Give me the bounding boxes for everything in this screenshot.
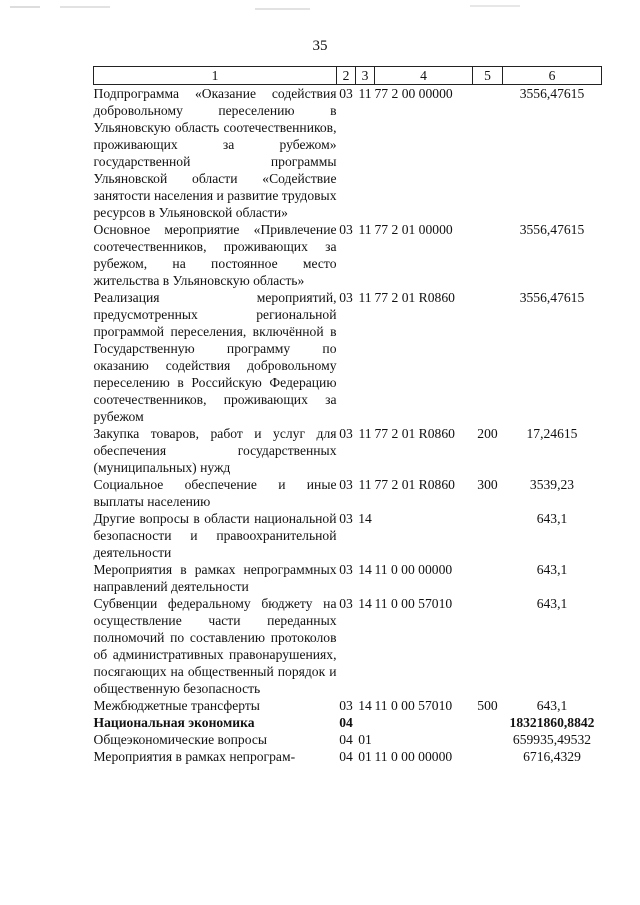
target-code: 77 2 01 R0860	[374, 477, 455, 492]
section-code: 03	[339, 86, 353, 101]
amount: 643,1	[536, 562, 568, 577]
item-name: Мероприятия в рамках непрограм-	[93, 749, 296, 764]
section-code: 03	[339, 426, 353, 441]
amount: 643,1	[536, 698, 568, 713]
header-col-2: 2	[337, 67, 356, 85]
target-code: 11 0 00 57010	[374, 698, 453, 713]
amount: 17,24615	[526, 426, 578, 441]
section-code: 03	[339, 290, 353, 305]
target-code: 77 2 01 R0860	[374, 426, 455, 441]
amount: 3556,47615	[519, 222, 585, 237]
subsection-code: 01	[358, 749, 372, 764]
table-row	[94, 289, 602, 425]
item-name: Национальная экономика	[93, 715, 255, 730]
item-name: Мероприятия в рамках непрограммных направлений деятельности	[93, 562, 337, 594]
section-code: 04	[339, 749, 353, 764]
expense-type-code	[473, 85, 503, 222]
table-row	[94, 748, 602, 765]
budget-table	[93, 66, 602, 765]
page-number: 35	[312, 38, 328, 54]
expense-type-code	[473, 731, 503, 748]
subsection-code: 14	[358, 596, 372, 611]
table-row	[94, 425, 602, 476]
section-code: 03	[339, 477, 353, 492]
target-code	[375, 510, 473, 561]
subsection-code: 11	[358, 426, 372, 441]
target-code: 11 0 00 57010	[374, 596, 453, 611]
amount: 3556,47615	[519, 86, 585, 101]
amount: 3556,47615	[519, 290, 585, 305]
section-code: 03	[339, 698, 353, 713]
expense-type-code: 500	[477, 698, 498, 713]
amount: 6716,4329	[523, 749, 581, 764]
table-row	[94, 697, 602, 714]
expense-type-code	[473, 510, 503, 561]
subsection-code: 11	[358, 290, 372, 305]
header-col-6: 6	[503, 67, 602, 85]
section-code: 03	[339, 511, 353, 526]
subsection-code: 01	[358, 732, 372, 747]
table-row	[94, 476, 602, 510]
expense-type-code	[473, 561, 503, 595]
target-code: 11 0 00 00000	[374, 562, 453, 577]
subsection-code: 14	[358, 511, 372, 526]
item-name: Социальное обеспечение и иные выплаты населению	[93, 477, 337, 509]
expense-type-code: 200	[477, 426, 498, 441]
table-row	[94, 221, 602, 289]
target-code: 77 2 01 00000	[374, 222, 453, 237]
header-col-4: 4	[375, 67, 473, 85]
table-row	[94, 85, 602, 222]
item-name: Общеэкономические вопросы	[93, 732, 268, 747]
item-name: Закупка товаров, работ и услуг для обеспечения государственных (муниципальных) нужд	[93, 426, 337, 475]
header-col-3: 3	[356, 67, 375, 85]
amount: 659935,49532	[512, 732, 592, 747]
header-col-1: 1	[94, 67, 337, 85]
item-name: Реализация мероприятий, предусмотренных региональной программой переселения, включённой в Государственную программу по оказанию содействия добровольному переселению в Российскую Федерацию соотечественников, проживающих за рубежом	[93, 290, 337, 424]
subsection-code: 14	[358, 698, 372, 713]
section-code: 03	[339, 222, 353, 237]
scan-artifact-lines	[0, 0, 640, 20]
amount: 643,1	[536, 596, 568, 611]
table-row	[94, 510, 602, 561]
subsection-code: 11	[358, 222, 372, 237]
expense-type-code	[473, 714, 503, 731]
header-row	[94, 67, 602, 85]
item-name: Подпрограмма «Оказание содействия добровольному переселению в Ульяновскую область соотечественников, проживающих за рубежом» государственной программы Ульяновской области «Содействие занятости населения и развитие трудовых ресурсов в Ульяновской области»	[93, 86, 337, 220]
amount: 643,1	[536, 511, 568, 526]
expense-type-code	[473, 289, 503, 425]
target-code: 77 2 01 R0860	[374, 290, 455, 305]
section-code: 04	[339, 732, 353, 747]
target-code: 11 0 00 00000	[374, 749, 453, 764]
subsection-code: 11	[358, 477, 372, 492]
expense-type-code	[473, 221, 503, 289]
section-code: 03	[339, 596, 353, 611]
subsection-code: 11	[358, 86, 372, 101]
header-col-5: 5	[473, 67, 503, 85]
subsection-code: 14	[358, 562, 372, 577]
table-row	[94, 561, 602, 595]
expense-type-code: 300	[477, 477, 498, 492]
amount: 3539,23	[529, 477, 575, 492]
expense-type-code	[473, 748, 503, 765]
table-row	[94, 714, 602, 731]
item-name: Субвенции федеральному бюджету на осуществление части переданных полномочий по составлению протоколов об административных правонарушениях, посягающих на общественный порядок и общественную безопасность	[93, 596, 337, 696]
target-code	[375, 714, 473, 731]
item-name: Межбюджетные трансферты	[93, 698, 260, 713]
item-name: Основное мероприятие «Привлечение соотечественников, проживающих за рубежом, на постоянное место жительства в Ульяновскую область»	[93, 222, 337, 288]
section-code: 04	[339, 715, 353, 730]
table-row	[94, 595, 602, 697]
amount: 18321860,8842	[509, 715, 595, 730]
item-name: Другие вопросы в области национальной безопасности и правоохранительной деятельности	[93, 511, 337, 560]
expense-type-code	[473, 595, 503, 697]
section-code: 03	[339, 562, 353, 577]
table-row	[94, 731, 602, 748]
target-code	[375, 731, 473, 748]
target-code: 77 2 00 00000	[374, 86, 453, 101]
subsection-code	[356, 714, 375, 731]
